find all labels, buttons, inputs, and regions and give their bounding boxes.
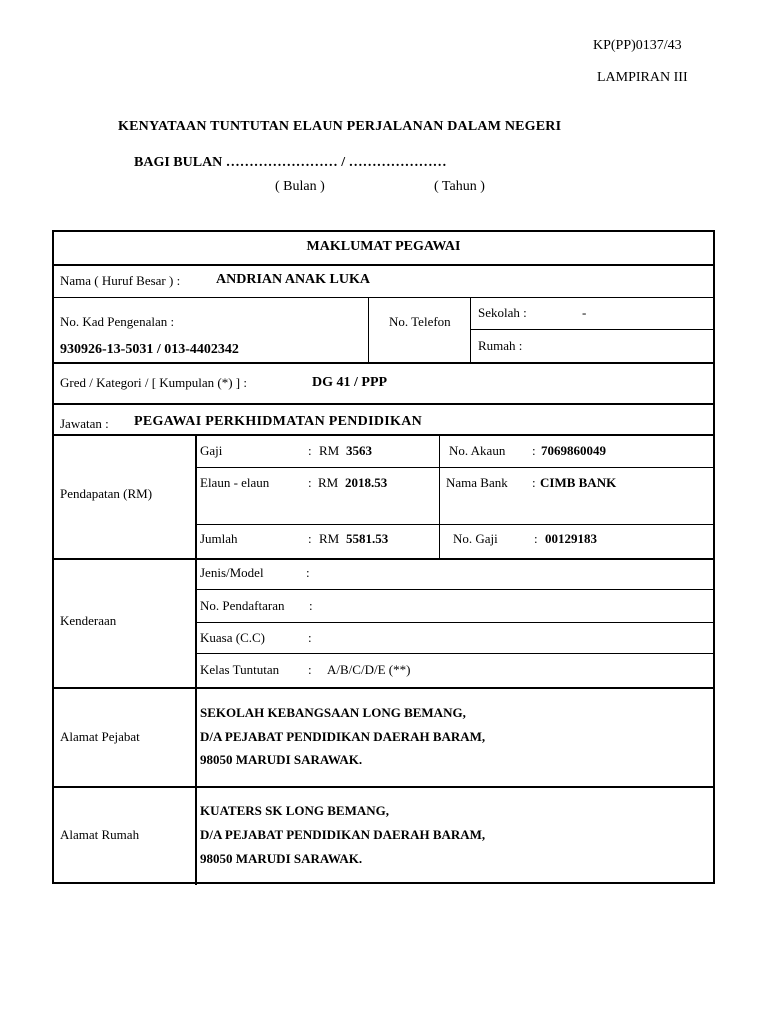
nogaji-label: No. Gaji xyxy=(453,531,498,546)
sekolah-value: - xyxy=(582,305,587,320)
pendaftaran-colon: : xyxy=(309,598,313,613)
ic-label: No. Kad Pengenalan : xyxy=(60,314,175,329)
akaun-label: No. Akaun xyxy=(449,443,506,458)
column-divider xyxy=(439,435,440,558)
row-divider xyxy=(54,786,715,788)
elaun-value: 2018.53 xyxy=(345,475,388,490)
column-divider xyxy=(470,298,471,362)
gaji-value: 3563 xyxy=(346,443,372,458)
row-divider xyxy=(54,403,715,405)
akaun-colon: : xyxy=(532,443,536,458)
row-divider xyxy=(195,653,715,654)
elaun-rm: RM xyxy=(318,475,339,490)
akaun-value: 7069860049 xyxy=(541,443,606,458)
alamat-rumah-line: D/A PEJABAT PENDIDIKAN DAERAH BARAM, xyxy=(200,827,486,842)
jenis-model-label: Jenis/Model xyxy=(200,565,264,580)
alamat-pejabat-label: Alamat Pejabat xyxy=(60,729,140,744)
alamat-pejabat-line: SEKOLAH KEBANGSAAN LONG BEMANG, xyxy=(200,705,466,720)
gaji-label: Gaji xyxy=(200,443,223,458)
alamat-rumah-line: 98050 MARUDI SARAWAK. xyxy=(200,851,363,866)
bank-label: Nama Bank xyxy=(446,475,508,490)
kelas-tuntutan-value: A/B/C/D/E (**) xyxy=(327,662,411,677)
row-divider xyxy=(54,687,715,689)
sekolah-label: Sekolah : xyxy=(478,305,527,320)
jenis-model-colon: : xyxy=(306,565,310,580)
row-divider xyxy=(54,362,715,364)
nama-value: ANDRIAN ANAK LUKA xyxy=(216,272,371,287)
alamat-rumah-label: Alamat Rumah xyxy=(60,827,140,842)
bank-colon: : xyxy=(532,475,536,490)
pendaftaran-label: No. Pendaftaran xyxy=(200,598,285,613)
column-divider xyxy=(368,298,369,362)
jumlah-value: 5581.53 xyxy=(346,531,389,546)
row-divider xyxy=(54,434,715,436)
row-divider xyxy=(195,589,715,590)
jumlah-label: Jumlah xyxy=(200,531,238,546)
row-divider xyxy=(54,297,715,298)
row-divider xyxy=(54,264,715,266)
alamat-pejabat-line: 98050 MARUDI SARAWAK. xyxy=(200,752,363,767)
gaji-colon: : xyxy=(308,443,312,458)
nama-label: Nama ( Huruf Besar ) : xyxy=(60,273,181,288)
elaun-label: Elaun - elaun xyxy=(200,475,270,490)
tahun-caption: ( Tahun ) xyxy=(434,179,485,194)
kuasa-colon: : xyxy=(308,630,312,645)
gred-value: DG 41 / PPP xyxy=(312,375,388,390)
form-title: KENYATAAN TUNTUTAN ELAUN PERJALANAN DALAM NEGERI xyxy=(118,119,562,134)
jawatan-value: PEGAWAI PERKHIDMATAN PENDIDIKAN xyxy=(134,414,423,429)
kelas-tuntutan-colon: : xyxy=(308,662,312,677)
kenderaan-label: Kenderaan xyxy=(60,613,117,628)
row-divider xyxy=(54,558,715,560)
alamat-rumah-line: KUATERS SK LONG BEMANG, xyxy=(200,803,390,818)
kuasa-label: Kuasa (C.C) xyxy=(200,630,265,645)
bagi-bulan-line: BAGI BULAN …………………… / ………………… xyxy=(134,155,447,170)
rumah-label: Rumah : xyxy=(478,338,523,353)
nogaji-colon: : xyxy=(534,531,538,546)
elaun-colon: : xyxy=(308,475,312,490)
jumlah-rm: RM xyxy=(319,531,340,546)
row-divider xyxy=(470,329,715,330)
telefon-label: No. Telefon xyxy=(389,314,451,329)
gred-label: Gred / Kategori / [ Kumpulan (*) ] : xyxy=(60,375,248,390)
reference-code: KP(PP)0137/43 xyxy=(593,38,682,53)
nogaji-value: 00129183 xyxy=(545,531,597,546)
column-divider xyxy=(195,435,197,885)
row-divider xyxy=(195,622,715,623)
alamat-pejabat-line: D/A PEJABAT PENDIDIKAN DAERAH BARAM, xyxy=(200,729,486,744)
row-divider xyxy=(195,524,715,525)
bulan-caption: ( Bulan ) xyxy=(275,179,325,194)
jumlah-colon: : xyxy=(308,531,312,546)
section-title: MAKLUMAT PEGAWAI xyxy=(306,239,461,254)
jawatan-label: Jawatan : xyxy=(60,416,109,431)
gaji-rm: RM xyxy=(319,443,340,458)
row-divider xyxy=(195,467,715,468)
lampiran-label: LAMPIRAN III xyxy=(597,70,688,85)
bank-value: CIMB BANK xyxy=(540,475,617,490)
kelas-tuntutan-label: Kelas Tuntutan xyxy=(200,662,280,677)
pendapatan-label: Pendapatan (RM) xyxy=(60,486,153,501)
ic-value: 930926-13-5031 / 013-4402342 xyxy=(60,342,239,357)
